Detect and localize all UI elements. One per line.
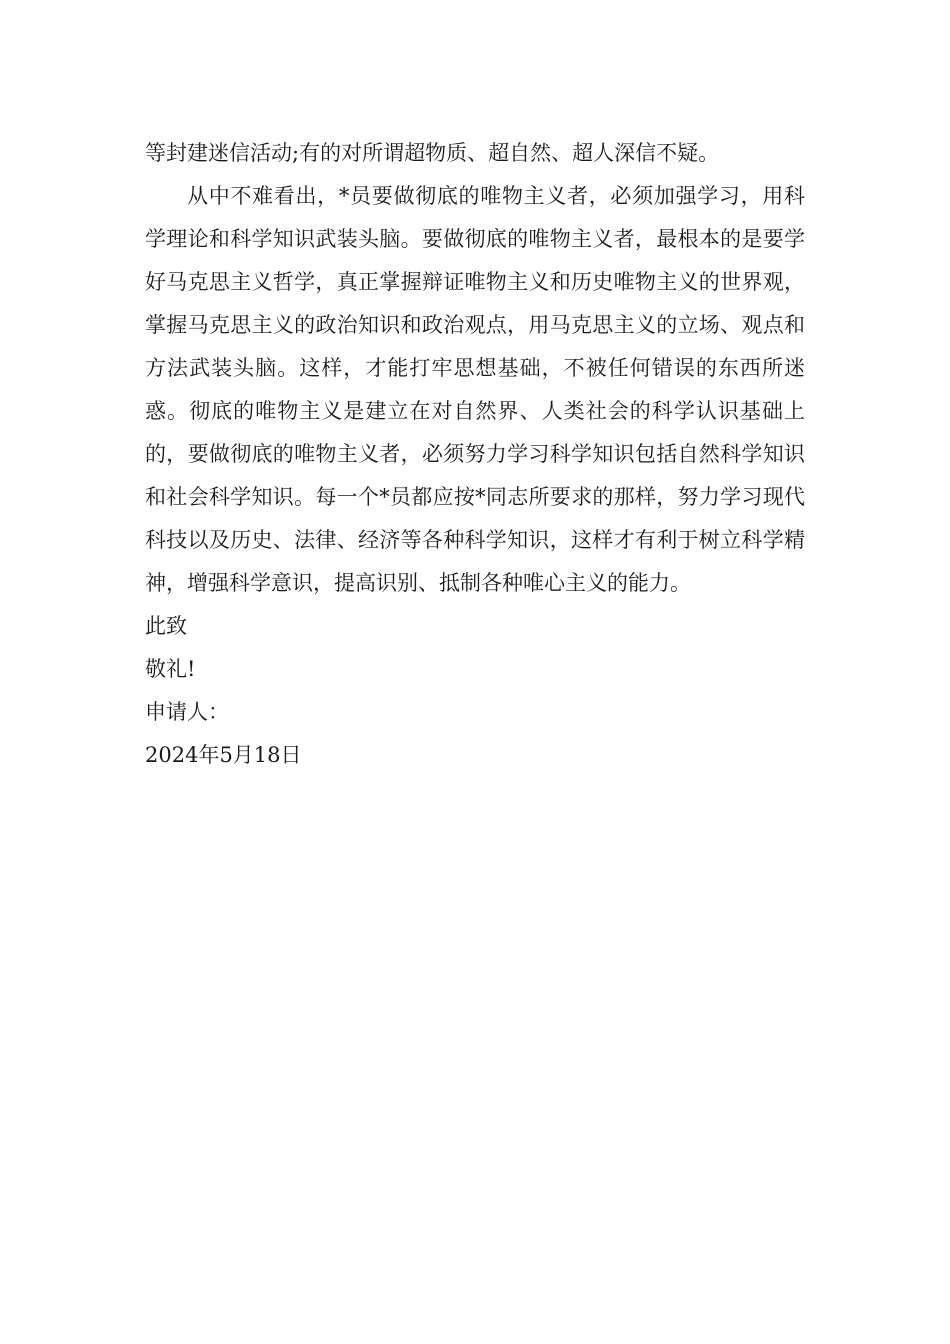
- paragraph-continuation: 等封建迷信活动;有的对所谓超物质、超自然、超人深信不疑。: [145, 141, 720, 165]
- closing-salutation: 此致: [145, 614, 187, 638]
- applicant-label: 申请人：: [145, 700, 229, 724]
- document-date: 2024年5月18日: [145, 743, 302, 767]
- document-body: [145, 132, 805, 777]
- closing-regards: 敬礼!: [145, 657, 196, 681]
- paragraph-main: 从中不难看出，*员要做彻底的唯物主义者，必须加强学习，用科学理论和科学知识武装头脑。要做彻底的唯物主义者，最根本的是要学好马克思主义哲学，真正掌握辩证唯物主义和历史唯物主义的世界观，掌握马克思主义的政治知识和政治观点，用马克思主义的立场、观点和方法武装头脑。这样，才能打牢思想基础，不被任何错误的东西所迷惑。彻底的唯物主义是建立在对自然界、人类社会的科学认识基础上的，要做彻底的唯物主义者，必须努力学习科学知识包括自然科学知识和社会科学知识。每一个*员都应按*同志所要求的那样，努力学习现代科技以及历史、法律、经济等各种科学知识，这样才有利于树立科学精神，增强科学意识，提高识别、抵制各种唯心主义的能力。: [145, 184, 805, 595]
